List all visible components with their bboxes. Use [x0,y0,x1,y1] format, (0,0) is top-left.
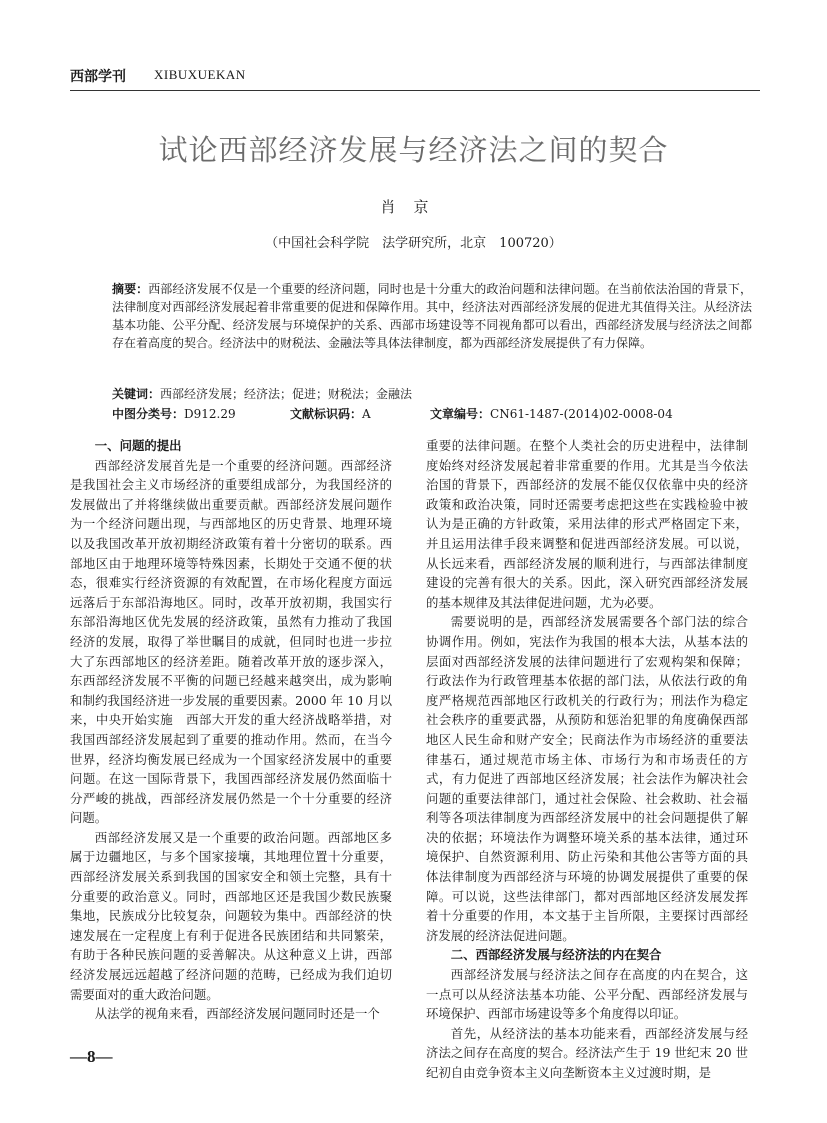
article-author: 肖京 [380,198,447,216]
paragraph: 首先，从经济法的基本功能来看，西部经济发展与经济法之间存在高度的契合。经济法产生于 19 世纪末 20 世纪初自由竞争资本主义向垄断资本主义过渡时期，是 [426,1025,748,1080]
clc-field [112,405,236,422]
paragraph-continued: 重要的法律问题。在整个人类社会的历史进程中，法律制度始终对经济发展起着非常重要的作用。尤其是当今依法治国的背景下，西部经济的发展不能仅仅依靠中央的经济政策和政治决策，同时还需要考虑把这些在实践检验中被认为是正确的方针政策，采用法律的形式严格固定下来，并且运用法律手段来调整和促进西部经济发展。可以说，从长远来看，西部经济发展的顺利进行，与西部法律制度建设的完善有很大的关系。因此，深入研究西部经济发展的基本规律及其法律促进问题，尤为必要。 [426,438,748,610]
article-title: 试论西部经济发展与经济法之间的契合 [158,133,669,167]
article-id-value: CN61-1487-(2014)02-0008-04 [490,407,673,421]
journal-name: 西部学刊 [70,69,126,85]
journal-latin-name: XIBUXUEKAN [154,67,246,82]
abstract-label: 摘要： [112,282,149,296]
journal-header [70,66,760,88]
clc-value: D912.29 [184,407,236,421]
paragraph: 西部经济发展与经济法之间存在高度的内在契合，这一点可以从经济法基本功能、公平分配、西部经济发展与环境保护、西部市场建设等多个角度得以印证。 [426,967,748,1022]
keywords-text: 西部经济发展；经济法；促进；财税法；金融法 [160,387,413,401]
doc-code-label: 文献标识码： [290,407,363,421]
header-rule [70,90,760,91]
page-number: —8— [70,1047,113,1066]
abstract [112,280,752,352]
paragraph: 需要说明的是，西部经济发展需要各个部门法的综合协调作用。例如，宪法作为我国的根本大法，从基本法的层面对西部经济发展的法律问题进行了宏观构架和保障；行政法作为行政管理基本依据的部门法，从依法行政的角度严格规范西部地区行政机关的行政行为；刑法作为稳定社会秩序的重要武器，从预防和惩治犯罪的角度确保西部地区人民生命和财产安全；民商法作为市场经济的重要法律基石，通过规范市场主体、市场行为和市场责任的方式，有力促进了西部地区经济发展；社会法作为解决社会问题的重要法律部门，通过社会保险、社会救助、社会福利等各项法律制度为西部经济发展中的社会问题提供了解决的依据；环境法作为调整环境关系的基本法律，通过环境保护、自然资源利用、防止污染和其他公害等方面的具体法律制度为西部经济与环境的协调发展提供了重要的保障。可以说，这些法律部门，都对西部地区经济发展发挥着十分重要的作用，本文基于主旨所限，主要探讨西部经济发展的经济法促进问题。 [426,614,748,943]
paragraph: 西部经济发展首先是一个重要的经济问题。西部经济是我国社会主义市场经济的重要组成部分，为我国经济的发展做出了并将继续做出重要贡献。西部经济发展问题作为一个经济问题出现，与西部地区的历史背景、地理环境以及我国改革开放初期经济政策有着十分密切的联系。西部地区由于地理环境等特殊因素，长期处于交通不便的状态，很难实行经济资源的有效配置，在市场化程度方面远远落后于东部沿海地区。同时，改革开放初期，我国实行东部沿海地区优先发展的经济政策，虽然有力推动了我国经济的发展，取得了举世瞩目的成就，但同时也进一步拉大了东西部地区的经济差距。随着改革开放的逐步深入，东西部经济发展不平衡的问题已经越来越突出，成为影响和制约我国经济进一步发展的重要因素。2000 年 10 月以来，中央开始实施 西部大开发的重大经济战略举措，对我国西部经济发展起到了重要的推动作用。然而，在当今世界，经济均衡发展已经成为一个国家经济发展中的重要问题。在这一国际背景下，我国西部经济发展仍然面临十分严峻的挑战，西部经济发展仍然是一个十分重要的经济问题。 [70,457,392,826]
doc-code-field [290,405,371,422]
section-heading: 一、问题的提出 [94,438,182,453]
abstract-text: 西部经济发展不仅是一个重要的经济问题，同时也是十分重大的政治问题和法律问题。在当前依法治国的背景下，法律制度对西部经济发展起着非常重要的促进和保障作用。其中，经济法对西部经济发展的促进尤其值得关注。从经济法基本功能、公平分配、经济发展与环境保护的关系、西部市场建设等不同视角都可以看出，西部经济发展与经济法之间都存在着高度的契合。经济法中的财税法、金融法等具体法律制度，都为西部经济发展提供了有力保障。 [112,282,752,350]
section-heading: 二、西部经济发展与经济法的内在契合 [450,947,662,963]
author-affiliation: （中国社会科学院 法学研究所，北京 100720） [265,236,562,251]
clc-label: 中图分类号： [112,407,185,421]
left-column [70,436,392,1024]
paragraph: 西部经济发展又是一个重要的政治问题。西部地区多属于边疆地区，与多个国家接壤，其地理位置十分重要，西部经济发展关系到我国的国家安全和领土完整，具有十分重要的政治意义。同时，西部地区还是我国少数民族聚集地，民族成分比较复杂，问题较为集中。西部经济的快速发展在一定程度上有利于促进各民族团结和共同繁荣，有助于各种民族问题的妥善解决。从这种意义上讲，西部经济发展远远超越了经济问题的范畴，已经成为我们迫切需要面对的重大政治问题。 [70,829,392,1002]
doc-code-value: A [362,407,371,421]
right-column [426,436,748,1083]
keywords-label: 关键词： [112,387,161,401]
article-id-field [430,405,673,422]
paragraph: 从法学的视角来看，西部经济发展问题同时还是一个 [94,1006,380,1022]
article-id-label: 文章编号： [430,407,491,421]
keywords [112,385,752,402]
classification-line [112,405,752,423]
